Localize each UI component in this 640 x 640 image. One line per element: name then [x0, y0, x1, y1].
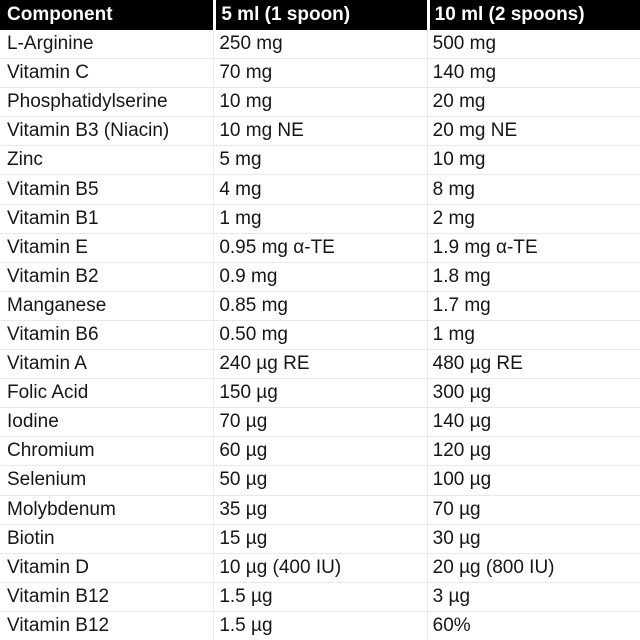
dose-10ml-cell: 1.7 mg — [427, 292, 640, 320]
table-row — [0, 583, 640, 612]
dose-10ml-cell: 100 µg — [427, 466, 640, 494]
component-cell: Biotin — [7, 527, 55, 549]
table-body — [0, 30, 640, 640]
dose-10ml-cell: 20 mg — [427, 88, 640, 116]
dose-10ml-cell: 480 µg RE — [427, 350, 640, 378]
dose-10ml-cell: 140 mg — [427, 59, 640, 87]
dose-10ml-cell: 1.9 mg α-TE — [427, 234, 640, 262]
dose-5ml-cell: 5 mg — [213, 146, 426, 174]
dose-5ml-cell: 240 µg RE — [213, 350, 426, 378]
component-cell: Vitamin D — [7, 556, 90, 578]
component-cell: Iodine — [7, 411, 59, 433]
table-row — [0, 117, 640, 146]
table-row — [0, 59, 640, 88]
dose-5ml-cell: 60 µg — [213, 437, 426, 465]
column-header-5ml: 5 ml (1 spoon) — [213, 0, 426, 30]
dose-10ml-cell: 60% — [427, 612, 640, 640]
dose-10ml-cell: 1.8 mg — [427, 263, 640, 291]
dose-10ml-cell: 3 µg — [427, 583, 640, 611]
dose-5ml-cell: 0.50 mg — [213, 321, 426, 349]
dose-10ml-cell: 20 µg (800 IU) — [427, 554, 640, 582]
dose-5ml-cell: 0.85 mg — [213, 292, 426, 320]
column-header-component: Component — [7, 4, 113, 25]
table-row — [0, 205, 640, 234]
table-row — [0, 350, 640, 379]
dose-5ml-cell: 0.9 mg — [213, 263, 426, 291]
dose-5ml-cell: 35 µg — [213, 496, 426, 524]
dose-5ml-cell: 15 µg — [213, 525, 426, 553]
table-row — [0, 612, 640, 640]
dose-5ml-cell: 1.5 µg — [213, 612, 426, 640]
dose-5ml-cell: 4 mg — [213, 175, 426, 203]
dose-10ml-cell: 30 µg — [427, 525, 640, 553]
dose-10ml-cell: 70 µg — [427, 496, 640, 524]
dose-10ml-cell: 300 µg — [427, 379, 640, 407]
component-cell: Molybdenum — [7, 498, 116, 520]
table-row — [0, 292, 640, 321]
component-cell: Vitamin B1 — [7, 207, 99, 229]
dose-10ml-cell: 140 µg — [427, 408, 640, 436]
table-row — [0, 234, 640, 263]
dose-5ml-cell: 10 µg (400 IU) — [213, 554, 426, 582]
dose-10ml-cell: 8 mg — [427, 175, 640, 203]
component-cell: L-Arginine — [7, 33, 94, 55]
dose-5ml-cell: 50 µg — [213, 466, 426, 494]
component-cell: Chromium — [7, 440, 95, 462]
component-cell: Selenium — [7, 469, 87, 491]
dose-5ml-cell: 150 µg — [213, 379, 426, 407]
dose-5ml-cell: 250 mg — [213, 30, 426, 58]
table-row — [0, 175, 640, 204]
table-row — [0, 379, 640, 408]
table-row — [0, 408, 640, 437]
dose-10ml-cell: 500 mg — [427, 30, 640, 58]
dose-5ml-cell: 70 mg — [213, 59, 426, 87]
component-cell: Folic Acid — [7, 382, 89, 404]
table-row — [0, 437, 640, 466]
dose-10ml-cell: 1 mg — [427, 321, 640, 349]
dose-10ml-cell: 2 mg — [427, 205, 640, 233]
table-row — [0, 30, 640, 59]
table-row — [0, 88, 640, 117]
component-cell: Vitamin E — [7, 236, 88, 258]
table-row — [0, 525, 640, 554]
dose-5ml-cell: 10 mg — [213, 88, 426, 116]
table-row — [0, 321, 640, 350]
component-cell: Phosphatidylserine — [7, 91, 168, 113]
dose-5ml-cell: 1.5 µg — [213, 583, 426, 611]
component-cell: Zinc — [7, 149, 43, 171]
dose-5ml-cell: 70 µg — [213, 408, 426, 436]
dose-5ml-cell: 10 mg NE — [213, 117, 426, 145]
table-row — [0, 146, 640, 175]
component-cell: Vitamin B3 (Niacin) — [7, 120, 170, 142]
component-cell: Vitamin B5 — [7, 178, 99, 200]
component-cell: Vitamin C — [7, 62, 90, 84]
table-row — [0, 263, 640, 292]
table-header-row — [0, 0, 640, 30]
component-cell: Vitamin B6 — [7, 323, 99, 345]
dose-10ml-cell: 20 mg NE — [427, 117, 640, 145]
dose-5ml-cell: 1 mg — [213, 205, 426, 233]
component-cell: Vitamin B2 — [7, 265, 99, 287]
table-row — [0, 554, 640, 583]
component-cell: Vitamin B12 — [7, 585, 110, 607]
table-row — [0, 466, 640, 495]
component-cell: Vitamin A — [7, 353, 87, 375]
table-row — [0, 496, 640, 525]
dose-5ml-cell: 0.95 mg α-TE — [213, 234, 426, 262]
dose-10ml-cell: 120 µg — [427, 437, 640, 465]
component-cell: Vitamin B12 — [7, 614, 110, 636]
column-header-10ml: 10 ml (2 spoons) — [427, 0, 640, 30]
dose-10ml-cell: 10 mg — [427, 146, 640, 174]
component-cell: Manganese — [7, 294, 107, 316]
